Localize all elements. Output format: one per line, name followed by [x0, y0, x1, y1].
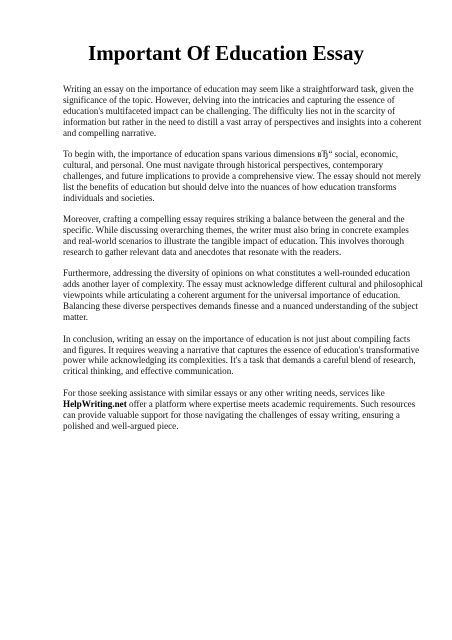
paragraph-conclusion: In conclusion, writing an essay on the importance of education is not just about compiling facts and figures. It requires weaving a narrative that captures the essence of education's transformative power while acknowledging its complexities. It's a task that demands a careful blend of research, critical thinking, and effective communication.	[63, 333, 420, 377]
paragraph-dimensions: To begin with, the importance of education spans various dimensions вЂ“ social, economic, cultural, and personal. One must navigate through historical perspectives, contemporary challenges, and future implications to provide a comprehensive view. The essay should not merely list the benefits of education but should delve into the nuances of how education transforms individuals and societies.	[63, 149, 422, 203]
closing-rest-text: offer a platform where expertise meets academic requirements. Such resources can provide valuable support for those navigating the challenges of essay writing, ensuring a polished and well-argued piece.	[63, 398, 416, 431]
paragraph-balance: Moreover, crafting a compelling essay requires striking a balance between the general and the specific. While discussing overarching themes, the writer must also bring in concrete examples and real-world scenarios to illustrate the tangible impact of education. This involves thorough research to gather relevant data and anecdotes that resonate with the readers.	[63, 214, 409, 257]
document-title: Important Of Education Essay	[88, 41, 364, 65]
document-body	[63, 84, 423, 442]
helpwriting-link[interactable]: HelpWriting.net	[63, 398, 127, 409]
paragraph-diversity: Furthermore, addressing the diversity of opinions on what constitutes a well-rounded education adds another layer of complexity. The essay must acknowledge different cultural and philosophical viewpoints while articulating a coherent argument for the universal importance of education. Balancing these diverse perspectives demands finesse and a nuanced understanding of the subject matter.	[63, 268, 423, 323]
closing-intro-text: For those seeking assistance with similar essays or any other writing needs, services like	[63, 387, 385, 398]
paragraph-intro: Writing an essay on the importance of education may seem like a straightforward task, given the significance of the topic. However, delving into the intricacies and capturing the essence of education's multifaceted impact can be challenging. The difficulty lies not in the scarcity of information but rather in the need to distill a vast array of perspectives and insights into a coherent and compelling narrative.	[63, 84, 422, 138]
paragraph-closing	[63, 388, 423, 432]
